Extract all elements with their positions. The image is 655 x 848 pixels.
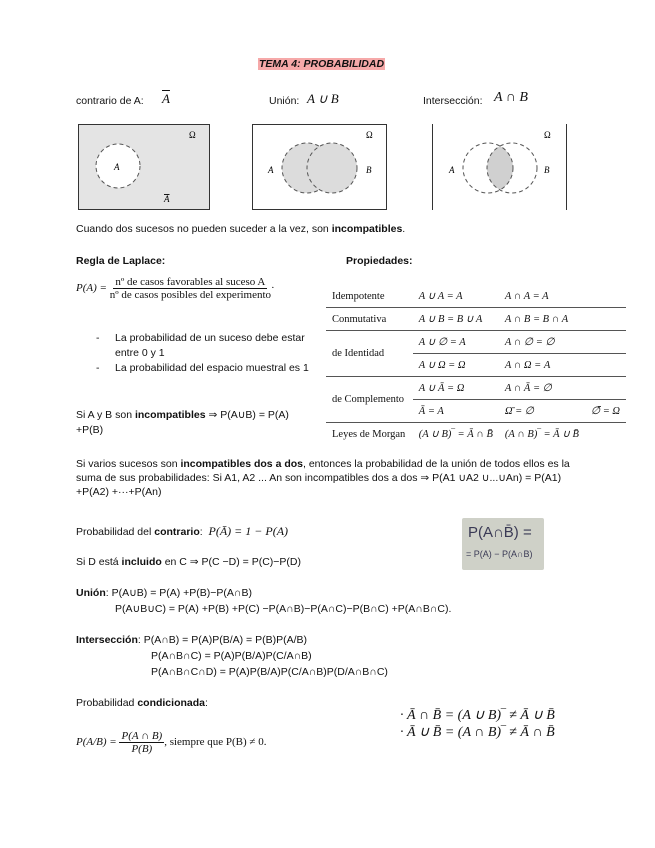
handwritten-note [462, 518, 544, 570]
handwritten-line-1: P(A∩B̄) = [468, 524, 532, 541]
set-b-label: B [544, 165, 550, 175]
set-a-label: A [268, 165, 274, 175]
table-row: Idempotente A ∪ A = A A ∩ A = A [326, 285, 626, 308]
table-row: A ∪ Ω = Ω A ∩ Ω = A [326, 354, 626, 377]
venn-complement-diagram [78, 124, 210, 210]
omega-label: Ω [189, 130, 196, 140]
contrary-probability: Probabilidad del contrario: P(Ā) = 1 − P(A) [76, 524, 289, 538]
conditional-heading: Probabilidad condicionada: [76, 697, 208, 709]
bullet-item: - La probabilidad del espacio muestral es 1 [96, 362, 309, 374]
morgan-law-2: · Ā ∪ B̄ = (A ∩ B)‾ ≠ Ā ∩ B̄ [400, 725, 555, 740]
set-b-label: B [366, 165, 372, 175]
intersection-formula-2: P(A∩B∩C) = P(A)P(B/A)P(C/A∩B) [151, 650, 312, 662]
omega-label: Ω [544, 130, 551, 140]
union-formula-1: Unión: P(A∪B) = P(A) +P(B)−P(A∩B) [76, 587, 252, 599]
morgan-law-1: · Ā ∩ B̄ = (A ∪ B)‾ ≠ Ā ∪ B̄ [400, 708, 555, 723]
venn-intersection-diagram [432, 124, 567, 210]
union-formula-2: P(A∪B∪C) = P(A) +P(B) +P(C) −P(A∩B)−P(A∩C)−P(B∩C) +P(A∩B∩C). [115, 603, 452, 615]
table-row: de Identidad A ∪ ∅ = A A ∩ ∅ = ∅ [326, 331, 626, 354]
table-row: de Complemento A ∪ Ā = Ω A ∩ Ā = ∅ [326, 377, 626, 400]
laplace-bullets [96, 331, 316, 376]
union-symbol: A ∪ B [307, 91, 339, 106]
page-title: TEMA 4: PROBABILIDAD [259, 58, 385, 70]
incompatible-rule: Si A y B son incompatibles ⇒ P(A∪B) = P(A) +P(B) [76, 409, 289, 436]
intersection-symbol: A ∩ B [494, 90, 528, 105]
conditional-formula: P(A/B) = $\frac{P(A \cap B)}{P(B)}$ , siempre que P(B) ≠ 0. [76, 730, 267, 755]
table-row: Conmutativa A ∪ B = B ∪ A A ∩ B = B ∩ A [326, 308, 626, 331]
included-rule: Si D está incluido en C ⇒ P(C −D) = P(C)−P(D) [76, 556, 301, 568]
table-row: Leyes de Morgan (A ∪ B)‾ = Ā ∩ B̄ (A ∩ B)‾ = Ā ∪ B̄ [332, 428, 579, 440]
venn-union-diagram [252, 124, 387, 210]
incompatible-definition: Cuando dos sucesos no pueden suceder a la vez, son incompatibles. [76, 223, 406, 235]
laplace-formula: P(A) = $\frac{\text{nº de casos favorables al suceso A}}{\text{nº de casos posibles del experimento}}$ · [76, 276, 275, 301]
bullet-item: - La probabilidad de un suceso debe estar entre 0 y 1 [96, 332, 305, 359]
union-label: Unión: [269, 95, 300, 107]
multiple-incompatible-text: Si varios sucesos son incompatibles dos a dos, entonces la probabilidad de la unión de todos ellos es la suma de sus probabilidades: Si A1, A2 ... An son incompatibles dos a dos ⇒ P(A1 ∪A2 ∪...∪An) = P(A1) +P(A2) +···+P(An) [76, 458, 570, 498]
contrario-symbol: $\overline{A}$ [162, 91, 170, 106]
properties-heading: Propiedades: [346, 255, 413, 267]
intersection-formula-1: Intersección: P(A∩B) = P(A)P(B/A) = P(B)P(A/B) [76, 634, 308, 646]
contrario-label: contrario de A: [76, 95, 144, 107]
table-row: Ā = A Ω̄ = ∅ ∅̄ = Ω [326, 400, 626, 423]
handwritten-line-2: = P(A) − P(A∩B) [466, 549, 533, 559]
set-b-circle [307, 143, 357, 193]
intersection-formula-3: P(A∩B∩C∩D) = P(A)P(B/A)P(C/A∩B)P(D/A∩B∩C) [151, 666, 388, 678]
omega-label: Ω [366, 130, 373, 140]
properties-table [326, 285, 626, 445]
intersection-label: Intersección: [423, 95, 483, 107]
complement-label: A [164, 194, 170, 204]
set-a-label: A [114, 162, 120, 172]
laplace-heading: Regla de Laplace: [76, 255, 166, 267]
set-a-label: A [449, 165, 455, 175]
